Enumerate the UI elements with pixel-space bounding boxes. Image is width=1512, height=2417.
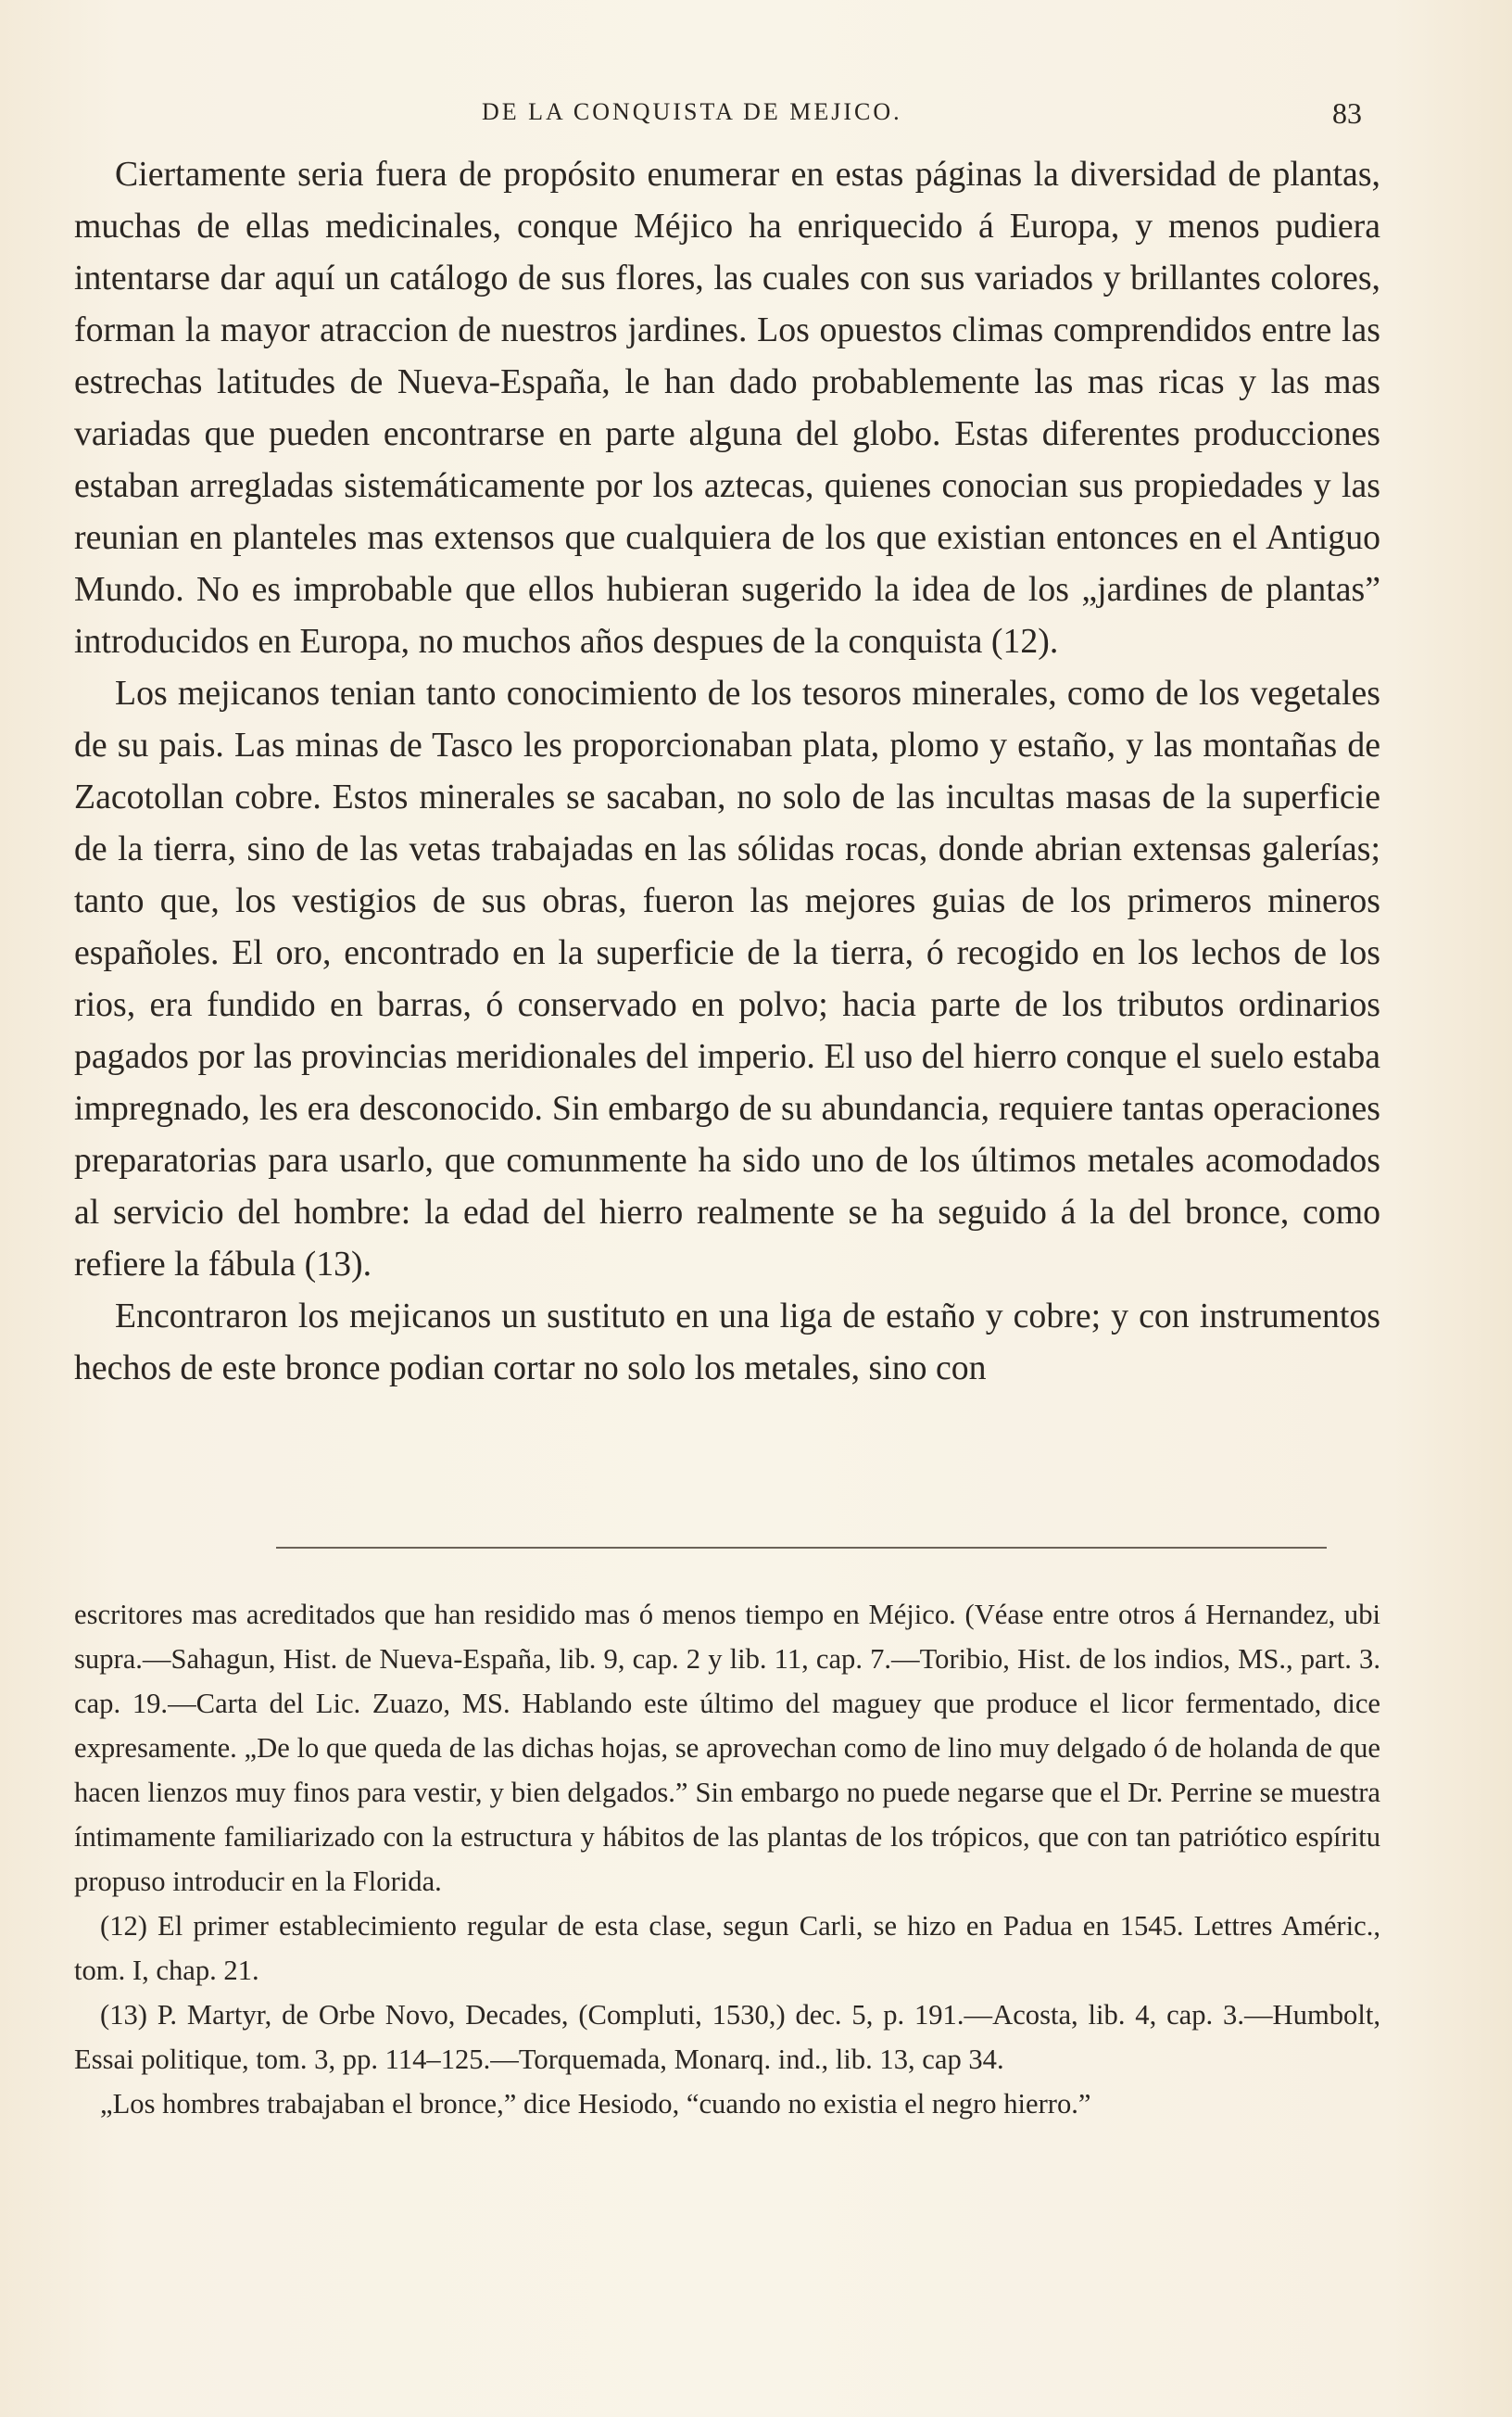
footnotes <box>74 1592 1380 2126</box>
main-text <box>74 148 1380 1394</box>
running-title: DE LA CONQUISTA DE MEJICO. <box>482 98 902 125</box>
footnote-13-quote: „Los hombres trabajaban el bronce,” dice Hesiodo, “cuando no existia el negro hierro.” <box>100 2088 1091 2120</box>
paragraph-minerals: Los mejicanos tenian tanto conocimiento de los tesoros minerales, como de los vegetales de su pais. Las minas de Tasco les proporcionaban plata, plomo y estaño, y las montañas de Zacotollan cobre. Estos minerales se sacaban, no solo de las incultas masas de la superficie de la tierra, sino de las vetas trabajadas en las sólidas rocas, donde abrian extensas galerías; tanto que, los vestigios de sus obras, fueron las mejores guias de los primeros mineros españoles. El oro, encontrado en la superficie de la tierra, ó recogido en los lechos de los rios, era fundido en barras, ó conservado en polvo; hacia parte de los tributos ordinarios pagados por las provincias meridionales del imperio. El uso del hierro conque el suelo estaba impregnado, les era desconocido. Sin embargo de su abundancia, requiere tantas operaciones preparatorias para usarlo, que comunmente ha sido uno de los últimos metales acomodados al servicio del hombre: la edad del hierro realmente se ha seguido á la del bronce, como refiere la fábula (13). <box>74 674 1380 1284</box>
footnote-12: (12) El primer establecimiento regular de esta clase, segun Carli, se hizo en Padua en 1545. Lettres Améric., tom. I, chap. 21. <box>74 1910 1380 1986</box>
page-number: 83 <box>1332 96 1362 130</box>
paragraph-bronce: Encontraron los mejicanos un sustituto en una liga de estaño y cobre; y con instrumentos hechos de este bronce podian cortar no solo los metales, sino con <box>74 1297 1380 1387</box>
paragraph-plants: Ciertamente seria fuera de propósito enumerar en estas páginas la diversidad de plantas, muchas de ellas medicinales, conque Méjico ha enriquecido á Europa, y menos pudiera intentarse dar aquí un catálogo de sus flores, las cuales con sus variados y brillantes colores, forman la mayor atraccion de nuestros jardines. Los opuestos climas comprendidos entre las estrechas latitudes de Nueva-España, le han dado probablemente las mas ricas y las mas variadas que pueden encontrarse en parte alguna del globo. Estas diferentes producciones estaban arregladas sistemáticamente por los aztecas, quienes conocian sus propiedades y las reunian en planteles mas extensos que cualquiera de los que existian entonces en el Antiguo Mundo. No es improbable que ellos hubieran sugerido la idea de los „jardines de plantas” introducidos en Europa, no muchos años despues de la conquista (12). <box>74 155 1380 661</box>
footnote-13: (13) P. Martyr, de Orbe Novo, Decades, (Compluti, 1530,) dec. 5, p. 191.—Acosta, lib. 4, cap. 3.—Humbolt, Essai politique, tom. 3, pp. 114–125.—Torquemada, Monarq. ind., lib. 13, cap 34. <box>74 1999 1380 2075</box>
footnote-continuation: escritores mas acreditados que han residido mas ó menos tiempo en Méjico. (Véase entre otros á Hernandez, ubi supra.—Sahagun, Hist. de Nueva-España, lib. 9, cap. 2 y lib. 11, cap. 7.—Toribio, Hist. de los indios, MS., part. 3. cap. 19.—Carta del Lic. Zuazo, MS. Hablando este último del maguey que produce el licor fermentado, dice expresamente. „De lo que queda de las dichas hojas, se aprovechan como de lino muy delgado ó de holanda de que hacen lienzos muy finos para vestir, y bien delgados.” Sin embargo no puede negarse que el Dr. Perrine se muestra íntimamente familiarizado con la estructura y hábitos de las plantas de los trópicos, que con tan patriótico espíritu propuso introducir en la Florida. <box>74 1599 1380 1897</box>
footnote-separator <box>276 1547 1327 1549</box>
running-head <box>74 98 1362 135</box>
